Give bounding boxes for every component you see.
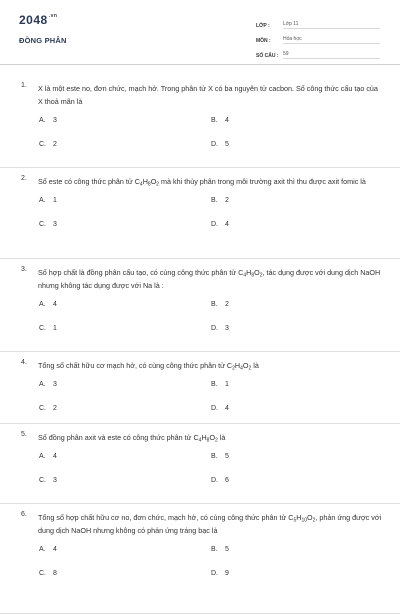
option-value: 5 — [225, 453, 229, 460]
question-number: 1. — [21, 82, 27, 89]
answer-option[interactable] — [211, 453, 229, 460]
answer-option[interactable] — [211, 301, 229, 308]
option-value: 2 — [225, 197, 229, 204]
option-row — [0, 381, 400, 405]
answer-option[interactable] — [211, 405, 229, 412]
answer-option[interactable] — [39, 453, 57, 460]
answer-option[interactable] — [211, 197, 229, 204]
option-letter: C. — [39, 221, 46, 228]
option-letter: A. — [39, 453, 46, 460]
option-value: 4 — [225, 221, 229, 228]
option-value: 5 — [225, 141, 229, 148]
option-letter: C. — [39, 570, 46, 577]
question-item — [0, 168, 400, 259]
answer-option[interactable] — [39, 141, 57, 148]
logo-main: 2048 — [19, 13, 48, 27]
answer-option[interactable] — [39, 221, 57, 228]
option-letter: B. — [211, 453, 218, 460]
option-value: 1 — [53, 325, 57, 332]
option-row — [0, 221, 400, 245]
option-value: 4 — [53, 453, 57, 460]
question-head — [0, 359, 400, 372]
option-value: 3 — [53, 381, 57, 388]
question-number: 4. — [21, 359, 27, 366]
option-letter: C. — [39, 477, 46, 484]
option-letter: B. — [211, 301, 218, 308]
option-value: 4 — [225, 405, 229, 412]
option-letter: A. — [39, 301, 46, 308]
option-row — [0, 570, 400, 594]
question-text: Số este có công thức phân tử $C_4H_8O_2$ mà khi thủy phân trong môi trường axit thì thu được axit fomic là — [38, 177, 366, 188]
answer-options — [0, 381, 400, 429]
option-letter: D. — [211, 141, 218, 148]
option-letter: B. — [211, 117, 218, 124]
question-text: Số đồng phân axit và este có công thức phân tử $C_4H_8O_2$ là — [38, 433, 226, 444]
answer-option[interactable] — [211, 477, 229, 484]
option-value: 3 — [225, 325, 229, 332]
question-text: Tổng số chất hữu cơ mạch hở, có cùng công thức phân tử $C_2H_4O_2$ là — [38, 361, 259, 372]
option-value: 4 — [225, 117, 229, 124]
option-row — [0, 197, 400, 221]
option-row — [0, 453, 400, 477]
meta-value: 59 — [283, 51, 380, 59]
meta-row-count — [256, 44, 380, 59]
option-value: 1 — [225, 381, 229, 388]
option-value: 2 — [53, 405, 57, 412]
option-value: 9 — [225, 570, 229, 577]
answer-option[interactable] — [211, 141, 229, 148]
option-letter: B. — [211, 197, 218, 204]
answer-option[interactable] — [211, 570, 229, 577]
meta-row-subject — [256, 29, 380, 44]
question-head — [0, 82, 400, 108]
option-letter: D. — [211, 405, 218, 412]
option-row — [0, 546, 400, 570]
option-value: 5 — [225, 546, 229, 553]
worksheet-header — [0, 0, 400, 64]
option-letter: B. — [211, 546, 218, 553]
question-text: X là một este no, đơn chức, mạch hở. Trong phân tử X có ba nguyên tử cacbon. Số công thức cấu tạo của X thoả mãn là — [38, 84, 378, 106]
answer-option[interactable] — [39, 405, 57, 412]
option-value: 2 — [225, 301, 229, 308]
option-letter: A. — [39, 546, 46, 553]
answer-option[interactable] — [211, 546, 229, 553]
question-text: Tổng số hợp chất hữu cơ no, đơn chức, mạch hở, có cùng công thức phân tử $C_5H_{10}O_2$, phản ứng được với dung dịch NaOH nhưng không có phản ứng tráng bạc là — [38, 513, 382, 535]
meta-label: LỚP : — [256, 23, 270, 29]
meta-label: MÔN : — [256, 38, 271, 44]
answer-options — [0, 453, 400, 501]
question-list — [0, 76, 400, 614]
answer-option[interactable] — [211, 325, 229, 332]
answer-options — [0, 117, 400, 165]
option-row — [0, 477, 400, 501]
answer-options — [0, 546, 400, 594]
meta-value: Lớp 11 — [283, 21, 380, 29]
option-row — [0, 301, 400, 325]
answer-option[interactable] — [39, 381, 57, 388]
answer-option[interactable] — [39, 197, 57, 204]
option-letter: D. — [211, 325, 218, 332]
question-head — [0, 431, 400, 444]
option-value: 1 — [53, 197, 57, 204]
meta-label: SỐ CÂU : — [256, 53, 279, 59]
option-letter: A. — [39, 117, 46, 124]
option-letter: D. — [211, 221, 218, 228]
answer-option[interactable] — [211, 381, 229, 388]
answer-option[interactable] — [39, 301, 57, 308]
answer-option[interactable] — [39, 477, 57, 484]
answer-options — [0, 301, 400, 349]
question-head — [0, 175, 400, 188]
answer-option[interactable] — [211, 117, 229, 124]
question-text: Số hợp chất là đồng phân cấu tạo, có cùng công thức phân tử $C_4H_8O_2$, tác dụng được với dung dịch NaOH nhưng không tác dụng được với Na là : — [38, 268, 381, 290]
option-value: 3 — [53, 477, 57, 484]
option-row — [0, 325, 400, 349]
option-letter: A. — [39, 197, 46, 204]
option-row — [0, 141, 400, 165]
logo-suffix: .vn — [48, 13, 58, 19]
answer-option[interactable] — [39, 546, 57, 553]
option-value: 2 — [53, 141, 57, 148]
answer-option[interactable] — [39, 570, 57, 577]
meta-row-class — [256, 14, 380, 29]
question-item — [0, 424, 400, 504]
option-letter: D. — [211, 570, 218, 577]
answer-options — [0, 197, 400, 245]
question-item — [0, 352, 400, 424]
option-value: 4 — [53, 301, 57, 308]
document-title: ĐỒNG PHÂN — [19, 36, 67, 45]
question-number: 2. — [21, 175, 27, 182]
option-letter: D. — [211, 477, 218, 484]
question-head — [0, 266, 400, 292]
question-head — [0, 511, 400, 537]
question-item — [0, 259, 400, 352]
answer-option[interactable] — [39, 325, 57, 332]
site-logo — [19, 13, 57, 27]
option-value: 4 — [53, 546, 57, 553]
option-value: 3 — [53, 221, 57, 228]
meta-info — [256, 14, 380, 59]
option-row — [0, 117, 400, 141]
option-letter: C. — [39, 325, 46, 332]
answer-option[interactable] — [39, 117, 57, 124]
answer-option[interactable] — [211, 221, 229, 228]
question-item — [0, 504, 400, 614]
option-value: 3 — [53, 117, 57, 124]
option-value: 6 — [225, 477, 229, 484]
meta-value: Hóa học — [283, 36, 380, 44]
option-letter: B. — [211, 381, 218, 388]
option-letter: C. — [39, 405, 46, 412]
header-divider — [0, 64, 400, 65]
option-value: 8 — [53, 570, 57, 577]
question-number: 6. — [21, 511, 27, 518]
question-number: 5. — [21, 431, 27, 438]
question-number: 3. — [21, 266, 27, 273]
question-item — [0, 76, 400, 168]
option-letter: C. — [39, 141, 46, 148]
option-letter: A. — [39, 381, 46, 388]
